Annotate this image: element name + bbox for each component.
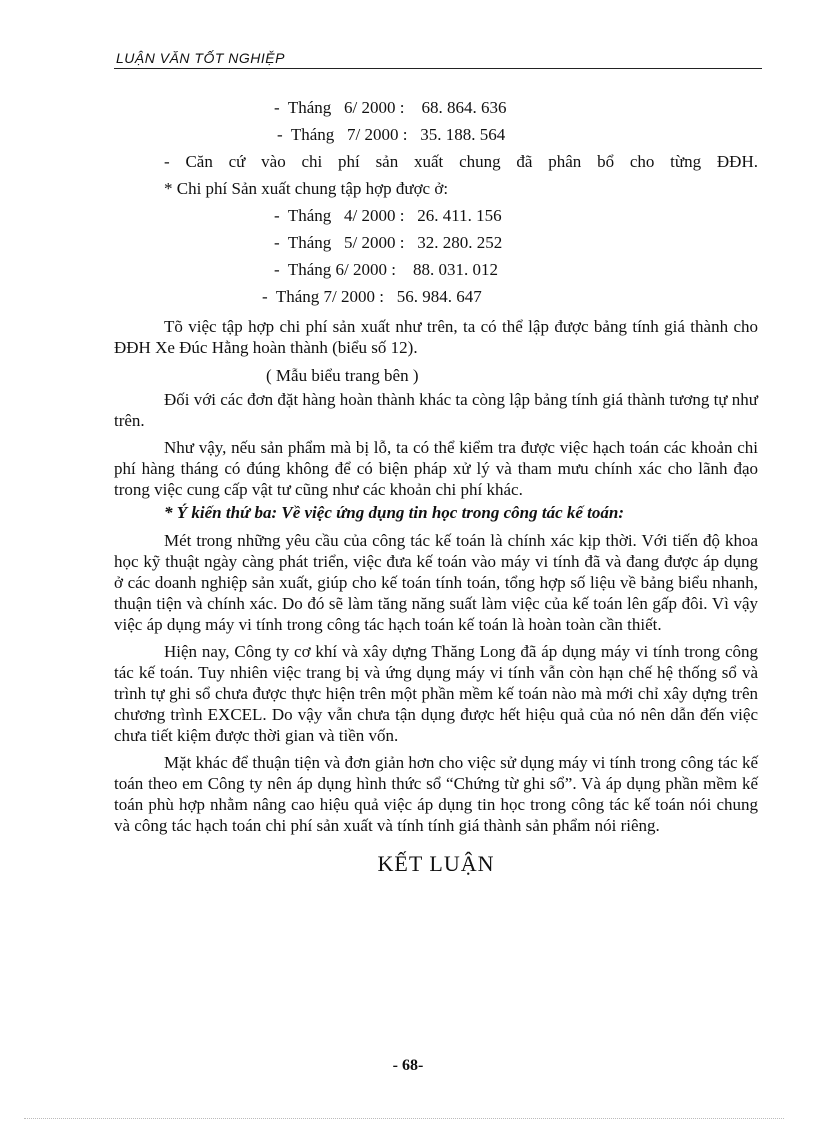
- template-note: ( Mẫu biểu trang bên ): [266, 366, 419, 385]
- running-header: LUẬN VĂN TỐT NGHIỆP: [116, 50, 285, 66]
- overhead-line: * Chi phí Sản xuất chung tập hợp được ở:: [164, 179, 449, 198]
- list-item: - Tháng 7/ 2000 : 35. 188. 564: [277, 125, 506, 144]
- paragraph: Đối với các đơn đặt hàng hoàn thành khác ta còng lập bảng tính giá thành tương tự như trên.: [114, 390, 758, 430]
- basis-line: - Căn cứ vào chi phí sản xuất chung đã phân bổ cho từng ĐĐH.: [164, 152, 758, 171]
- header-rule: [114, 68, 762, 69]
- page-number: - 68-: [392, 1057, 424, 1074]
- paragraph: Hiện nay, Công ty cơ khí và xây dựng Thăng Long đã áp dụng máy vi tính trong công tác kế toán. Tuy nhiên việc trang bị và ứng dụng máy vi tính vẫn còn hạn chế hệ thống sổ và trình tự ghi sổ chưa được thực hiện trên một phần mềm kế toán nào mà mới chỉ xây dựng trên chương trình EXCEL. Do vậy vẫn chưa tận dụng được hết hiệu quả của nó nên dẫn đến việc chưa tiết kiệm được thời gian và tiền vốn.: [114, 642, 758, 745]
- paragraph: Mặt khác để thuận tiện và đơn giản hơn cho việc sử dụng máy vi tính trong công tác kế toán theo em Công ty nên áp dụng hình thức sổ “Chứng từ ghi sổ”. Và áp dụng phần mềm kế toán phù hợp nhằm nâng cao hiệu quả việc áp dụng tin học trong công tác kế toán nói chung và công tác hạch toán chi phí sản xuất và tính tính giá thành sản phẩm nói riêng.: [114, 753, 758, 835]
- list-item: - Tháng 6/ 2000 : 68. 864. 636: [274, 98, 507, 117]
- paragraph: Mét trong những yêu cầu của công tác kế toán là chính xác kịp thời. Với tiến độ khoa học kỹ thuật ngày càng phát triển, việc đưa kế toán vào máy vi tính đã và đang được áp dụng ở các doanh nghiệp sản xuất, giúp cho kế toán tính toán, tổng hợp số liệu về bảng biểu nhanh, thuận tiện và chính xác. Do đó sẽ làm tăng năng suất làm việc của kế toán lên gấp đôi. Vì vậy việc áp dụng máy vi tính trong công tác hạch toán kế toán là hoàn toàn cần thiết.: [114, 531, 758, 634]
- paragraph: Như vậy, nếu sản phẩm mà bị lỗ, ta có thể kiểm tra được việc hạch toán các khoản chi phí hàng tháng có đúng không để có biện pháp xử lý và tham mưu chính xác cho lãnh đạo trong việc cung cấp vật tư cũng như các khoản chi phí khác.: [114, 438, 758, 499]
- section-heading: * Ý kiến thứ ba: Về việc ứng dụng tin học trong công tác kế toán:: [164, 503, 625, 522]
- list-item: - Tháng 6/ 2000 : 88. 031. 012: [274, 260, 498, 279]
- paragraph: Tõ việc tập hợp chi phí sản xuất như trên, ta có thể lập được bảng tính giá thành cho ĐĐH Xe Đúc Hằng hoàn thành (biểu số 12).: [114, 317, 758, 357]
- conclusion-title: KẾT LUẬN: [377, 851, 495, 876]
- page-body: [114, 94, 758, 877]
- list-item: - Tháng 5/ 2000 : 32. 280. 252: [274, 233, 503, 252]
- page-edge-rule: [24, 1118, 784, 1119]
- list-item: - Tháng 7/ 2000 : 56. 984. 647: [262, 287, 482, 306]
- list-item: - Tháng 4/ 2000 : 26. 411. 156: [274, 206, 502, 225]
